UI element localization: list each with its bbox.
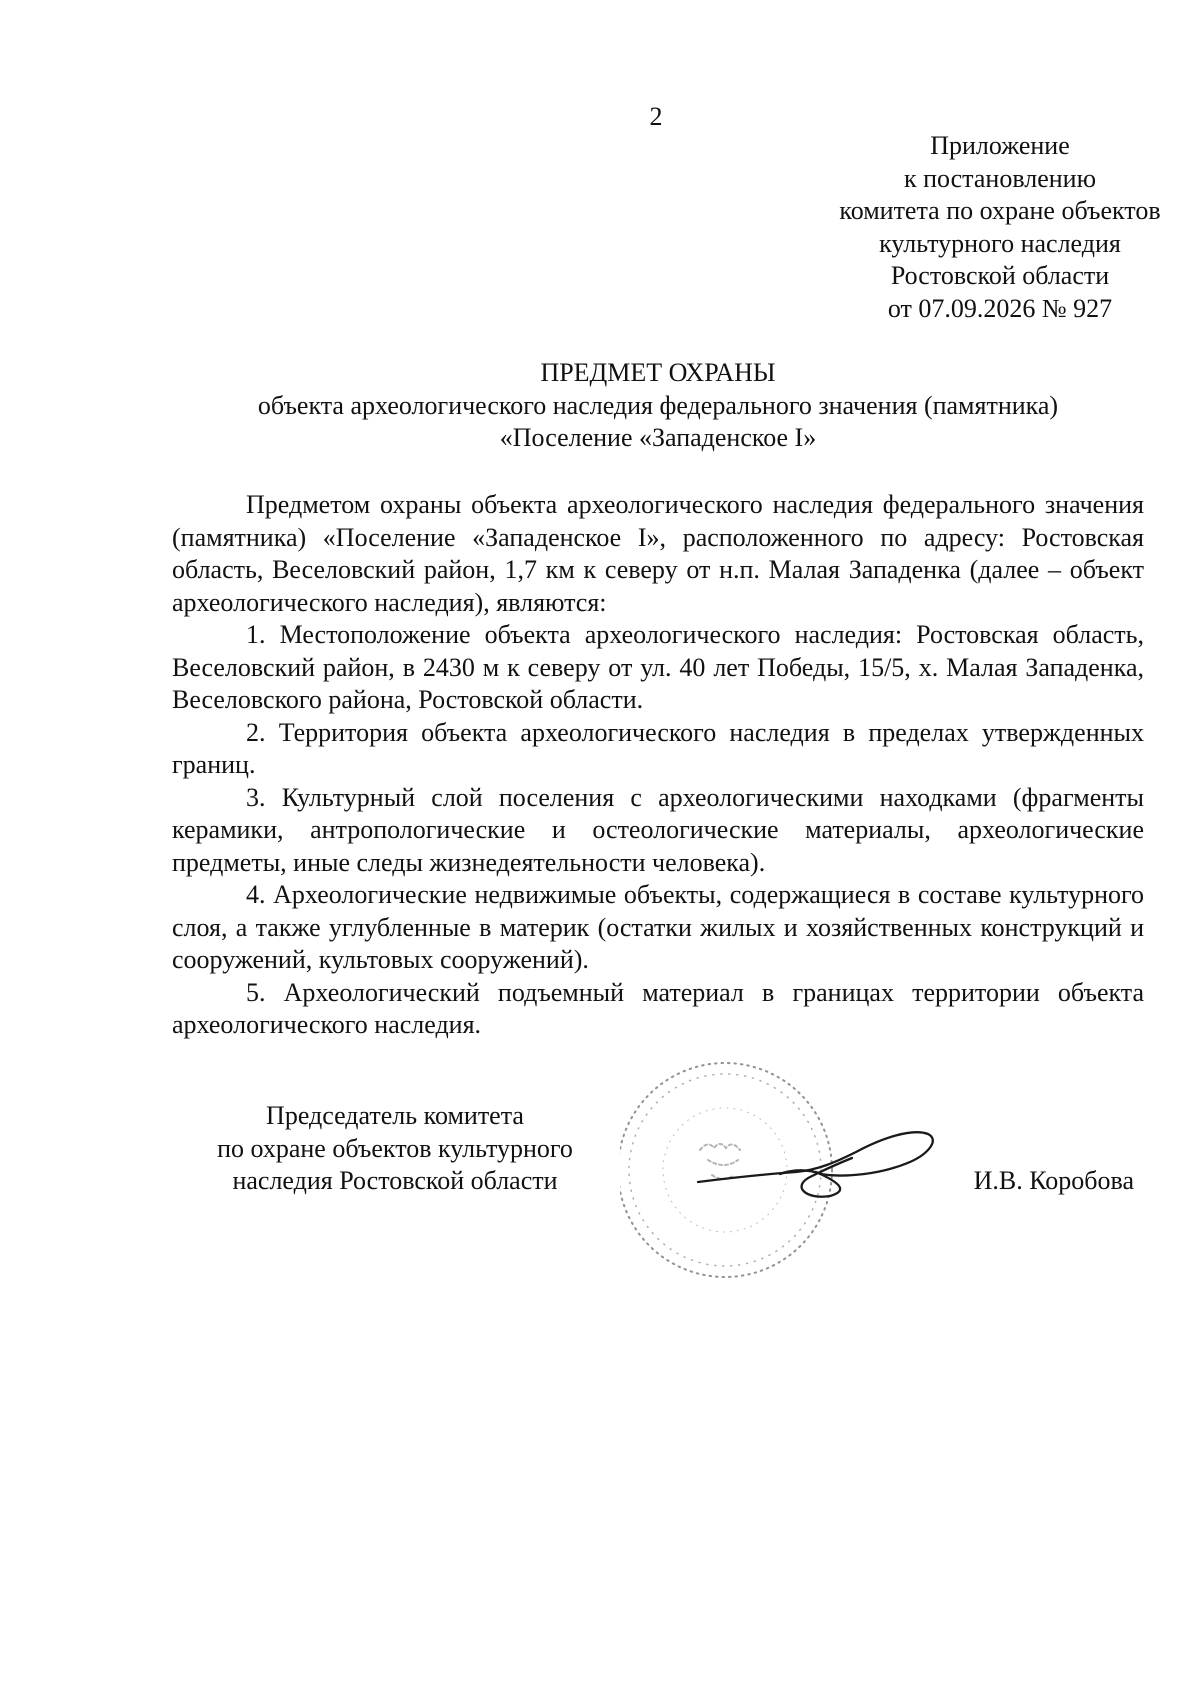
document-title: ПРЕДМЕТ ОХРАНЫ [540,358,776,387]
appendix-header [740,130,1200,325]
object-name: «Поселение «Западенское I» [499,423,817,452]
intro-paragraph: Предметом охраны объекта археологического наследия федерального значения (памятника) «Поселение «Западенское I», расположенного по адресу: Ростовская область, Веселовский район, 1,7 км к северу от н.п. Малая Западенка (далее – объект археологического наследия), являются: [172,490,1144,617]
document-heading [172,357,1144,455]
signer-name: И.В. Коробова [973,1166,1134,1195]
appendix-line: Ростовской области [890,261,1110,290]
official-stamp-and-signature [620,1050,960,1290]
list-item: 3. Культурный слой поселения с археологическими находками (фрагменты керамики, антропологические и остеологические материалы, археологические предметы, иные следы жизнедеятельности человека). [172,782,1144,877]
list-item: 5. Археологический подъемный материал в границах территории объекта археологического наследия. [172,977,1144,1039]
list-item: 4. Археологические недвижимые объекты, содержащиеся в составе культурного слоя, а также углубленные в материк (остатки жилых и хозяйственных конструкций и сооружений, культовых сооружений). [172,880,1144,974]
appendix-line: к постановлению [903,163,1097,193]
signer-title-line: Председатель комитета [266,1101,524,1130]
handwritten-signature [698,1132,933,1196]
document-body [172,489,1144,1042]
appendix-date-number: от 07.09.2026 № 927 [887,293,1113,323]
signer-title-line: наследия Ростовской области [232,1166,558,1195]
signer-title-line: по охране объектов культурного [217,1133,573,1163]
signer-title [190,1100,600,1198]
list-item: 1. Местоположение объекта археологического наследия: Ростовская область, Веселовский район, в 2430 м к северу от ул. 40 лет Победы, 15/5, х. Малая Западенка, Веселовского района, Ростовской области. [172,620,1144,714]
list-item: 2. Территория объекта археологического наследия в пределах утвержденных границ. [172,717,1144,779]
appendix-line: комитета по охране объектов [839,196,1161,225]
document-subtitle: объекта археологического наследия федерального значения (памятника) [257,390,1059,420]
signature-block [0,1100,1200,1300]
appendix-line: Приложение [930,131,1070,160]
appendix-line: культурного наследия [879,228,1121,258]
page-number: 2 [649,102,663,131]
